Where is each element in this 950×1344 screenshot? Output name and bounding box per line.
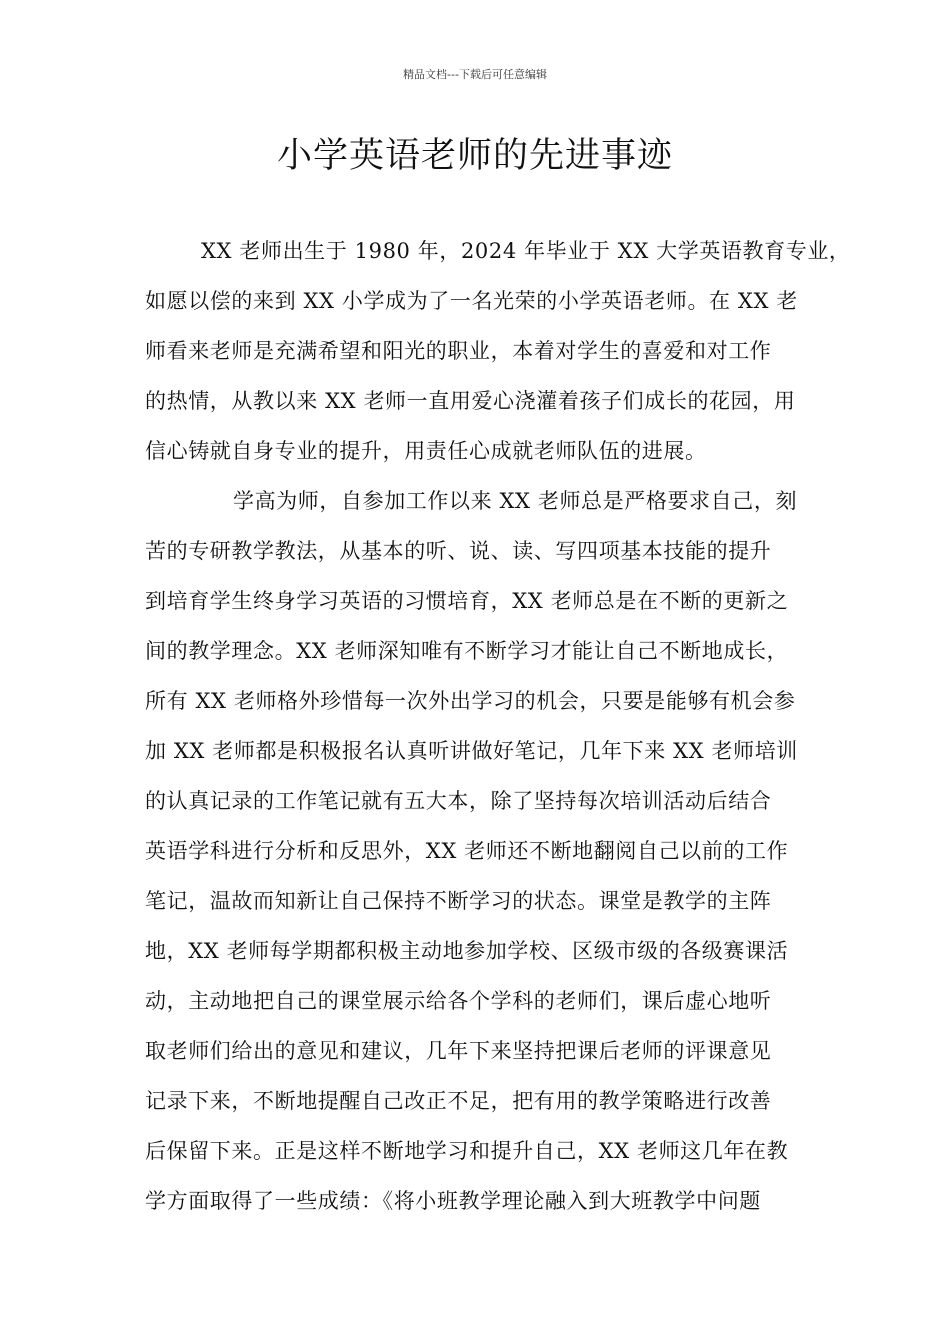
paragraph-line: 所有 XX 老师格外珍惜每一次外出学习的机会，只要是能够有机会参: [145, 689, 796, 713]
paragraph-line: 加 XX 老师都是积极报名认真听讲做好笔记，几年下来 XX 老师培训: [145, 739, 798, 763]
page-header-note: 精品文档---下载后可任意编辑: [403, 68, 547, 81]
paragraph-line: 苦的专研教学教法，从基本的听、说、读、写四项基本技能的提升: [145, 539, 772, 563]
paragraph-line: 笔记，温故而知新让自己保持不断学习的状态。课堂是教学的主阵: [145, 889, 772, 913]
paragraph-line: 的热情，从教以来 XX 老师一直用爱心浇灌着孩子们成长的花园，用: [145, 389, 796, 413]
paragraph-line: 如愿以偿的来到 XX 小学成为了一名光荣的小学英语老师。在 XX 老: [145, 289, 798, 313]
paragraph-1: [145, 226, 851, 476]
paragraph-line: 记录下来，不断地提醒自己改正不足，把有用的教学策略进行改善: [145, 1089, 772, 1113]
paragraph-line: 学高为师，自参加工作以来 XX 老师总是严格要求自己，刻: [233, 489, 798, 513]
document-title: 小学英语老师的先进事迹: [276, 136, 673, 176]
paragraph-2: [145, 476, 810, 1226]
paragraph-line: 信心铸就自身专业的提升，用责任心成就老师队伍的进展。: [145, 439, 707, 463]
paragraph-line: 的认真记录的工作笔记就有五大本，除了坚持每次培训活动后结合: [145, 789, 772, 813]
paragraph-line: 英语学科进行分析和反思外，XX 老师还不断地翻阅自己以前的工作: [145, 839, 789, 863]
paragraph-line: 动，主动地把自己的课堂展示给各个学科的老师们，课后虚心地听: [145, 989, 772, 1013]
paragraph-line: XX 老师出生于 1980 年，2024 年毕业于 XX 大学英语教育专业，: [201, 239, 851, 263]
paragraph-line: 地，XX 老师每学期都积极主动地参加学校、区级市级的各级赛课活: [145, 939, 789, 963]
paragraph-line: 取老师们给出的意见和建议，几年下来坚持把课后老师的评课意见: [145, 1039, 772, 1063]
document-body: [145, 226, 851, 1226]
paragraph-line: 间的教学理念。XX 老师深知唯有不断学习才能让自己不断地成长，: [145, 639, 789, 663]
paragraph-line: 到培育学生终身学习英语的习惯培育，XX 老师总是在不断的更新之: [145, 589, 789, 613]
paragraph-line: 师看来老师是充满希望和阳光的职业，本着对学生的喜爱和对工作: [145, 339, 772, 363]
paragraph-line: 后保留下来。正是这样不断地学习和提升自己，XX 老师这几年在教: [145, 1139, 789, 1163]
paragraph-line: 学方面取得了一些成绩：《将小班教学理论融入到大班教学中问题: [145, 1189, 761, 1213]
